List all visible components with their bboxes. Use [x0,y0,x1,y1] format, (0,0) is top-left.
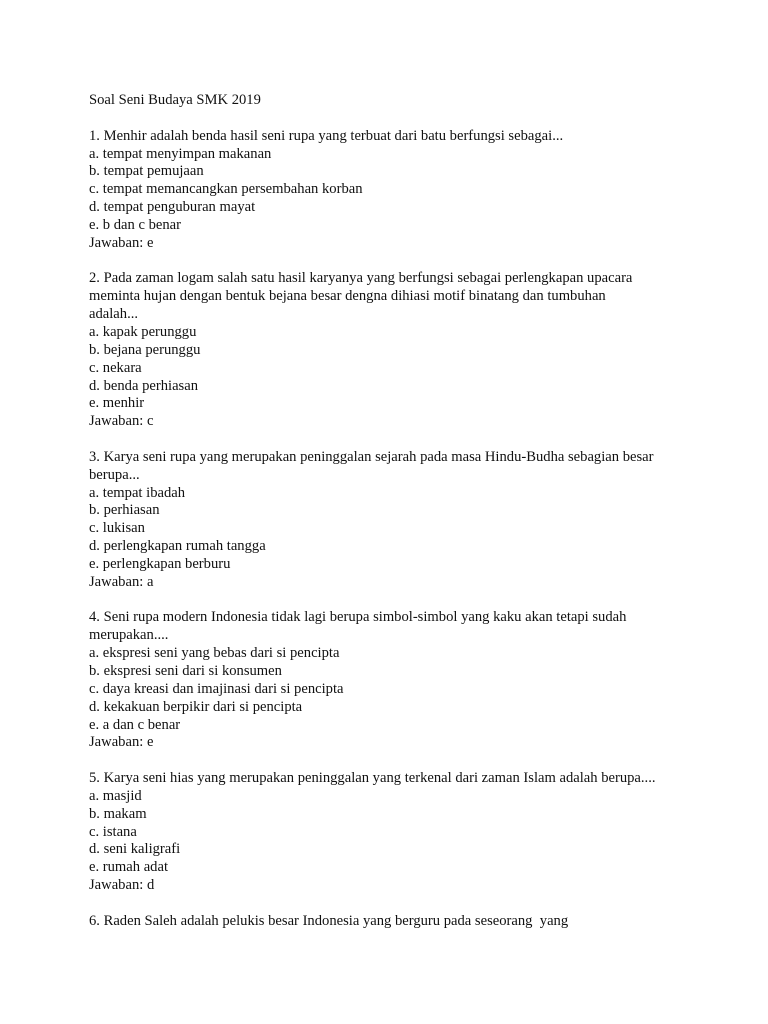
answer-option: a. kapak perunggu [89,323,197,340]
answer-option: a. masjid [89,787,142,804]
question-3 [89,449,699,592]
document-title: Soal Seni Budaya SMK 2019 [89,92,261,108]
answer-option: e. menhir [89,395,145,412]
question-text: 2. Pada zaman logam salah satu hasil karyanya yang berfungsi sebagai perlengkapan upacara [89,270,633,287]
question-6 [89,913,699,931]
answer-option: c. tempat memancangkan persembahan korban [89,181,363,198]
answer-option: a. tempat ibadah [89,484,186,501]
answer-key: Jawaban: c [89,413,154,430]
question-4 [89,609,699,752]
answer-option: c. istana [89,823,137,840]
question-text: merupakan.... [89,627,169,644]
answer-option: d. seni kaligrafi [89,841,181,858]
question-text: berupa... [89,466,140,483]
answer-option: e. perlengkapan berburu [89,555,231,572]
answer-option: b. tempat pemujaan [89,163,204,180]
answer-key: Jawaban: e [89,734,154,751]
document-body [89,92,699,949]
answer-option: c. lukisan [89,520,145,537]
answer-key: Jawaban: d [89,877,155,894]
answer-option: d. kekakuan berpikir dari si pencipta [89,698,303,715]
answer-option: e. b dan c benar [89,216,181,233]
answer-key: Jawaban: a [89,573,154,590]
question-2 [89,270,699,431]
question-text: meminta hujan dengan bentuk bejana besar dengna dihiasi motif binatang dan tumbuhan [89,288,606,305]
answer-option: b. makam [89,805,147,822]
question-text: 5. Karya seni hias yang merupakan peninggalan yang terkenal dari zaman Islam adalah berupa.... [89,770,656,787]
question-text: adalah... [89,306,139,323]
answer-option: d. benda perhiasan [89,377,199,394]
question-1 [89,128,699,253]
question-text: 3. Karya seni rupa yang merupakan peninggalan sejarah pada masa Hindu-Budha sebagian besar [89,448,654,465]
question-text: 6. Raden Saleh adalah pelukis besar Indonesia yang berguru pada seseorang yang [89,912,569,929]
answer-option: e. rumah adat [89,859,169,876]
answer-option: e. a dan c benar [89,716,181,733]
answer-option: c. nekara [89,359,142,376]
answer-option: a. ekspresi seni yang bebas dari si pencipta [89,645,340,662]
answer-option: b. bejana perunggu [89,341,201,358]
answer-option: d. tempat penguburan mayat [89,199,256,216]
answer-option: b. ekspresi seni dari si konsumen [89,663,282,679]
question-text: 1. Menhir adalah benda hasil seni rupa yang terbuat dari batu berfungsi sebagai... [89,127,564,144]
question-text: 4. Seni rupa modern Indonesia tidak lagi berupa simbol-simbol yang kaku akan tetapi sudah [89,609,627,626]
answer-key: Jawaban: e [89,234,154,251]
question-5 [89,770,699,895]
answer-option: a. tempat menyimpan makanan [89,145,272,162]
answer-option: c. daya kreasi dan imajinasi dari si pencipta [89,680,344,697]
answer-option: b. perhiasan [89,502,160,519]
answer-option: d. perlengkapan rumah tangga [89,538,266,555]
